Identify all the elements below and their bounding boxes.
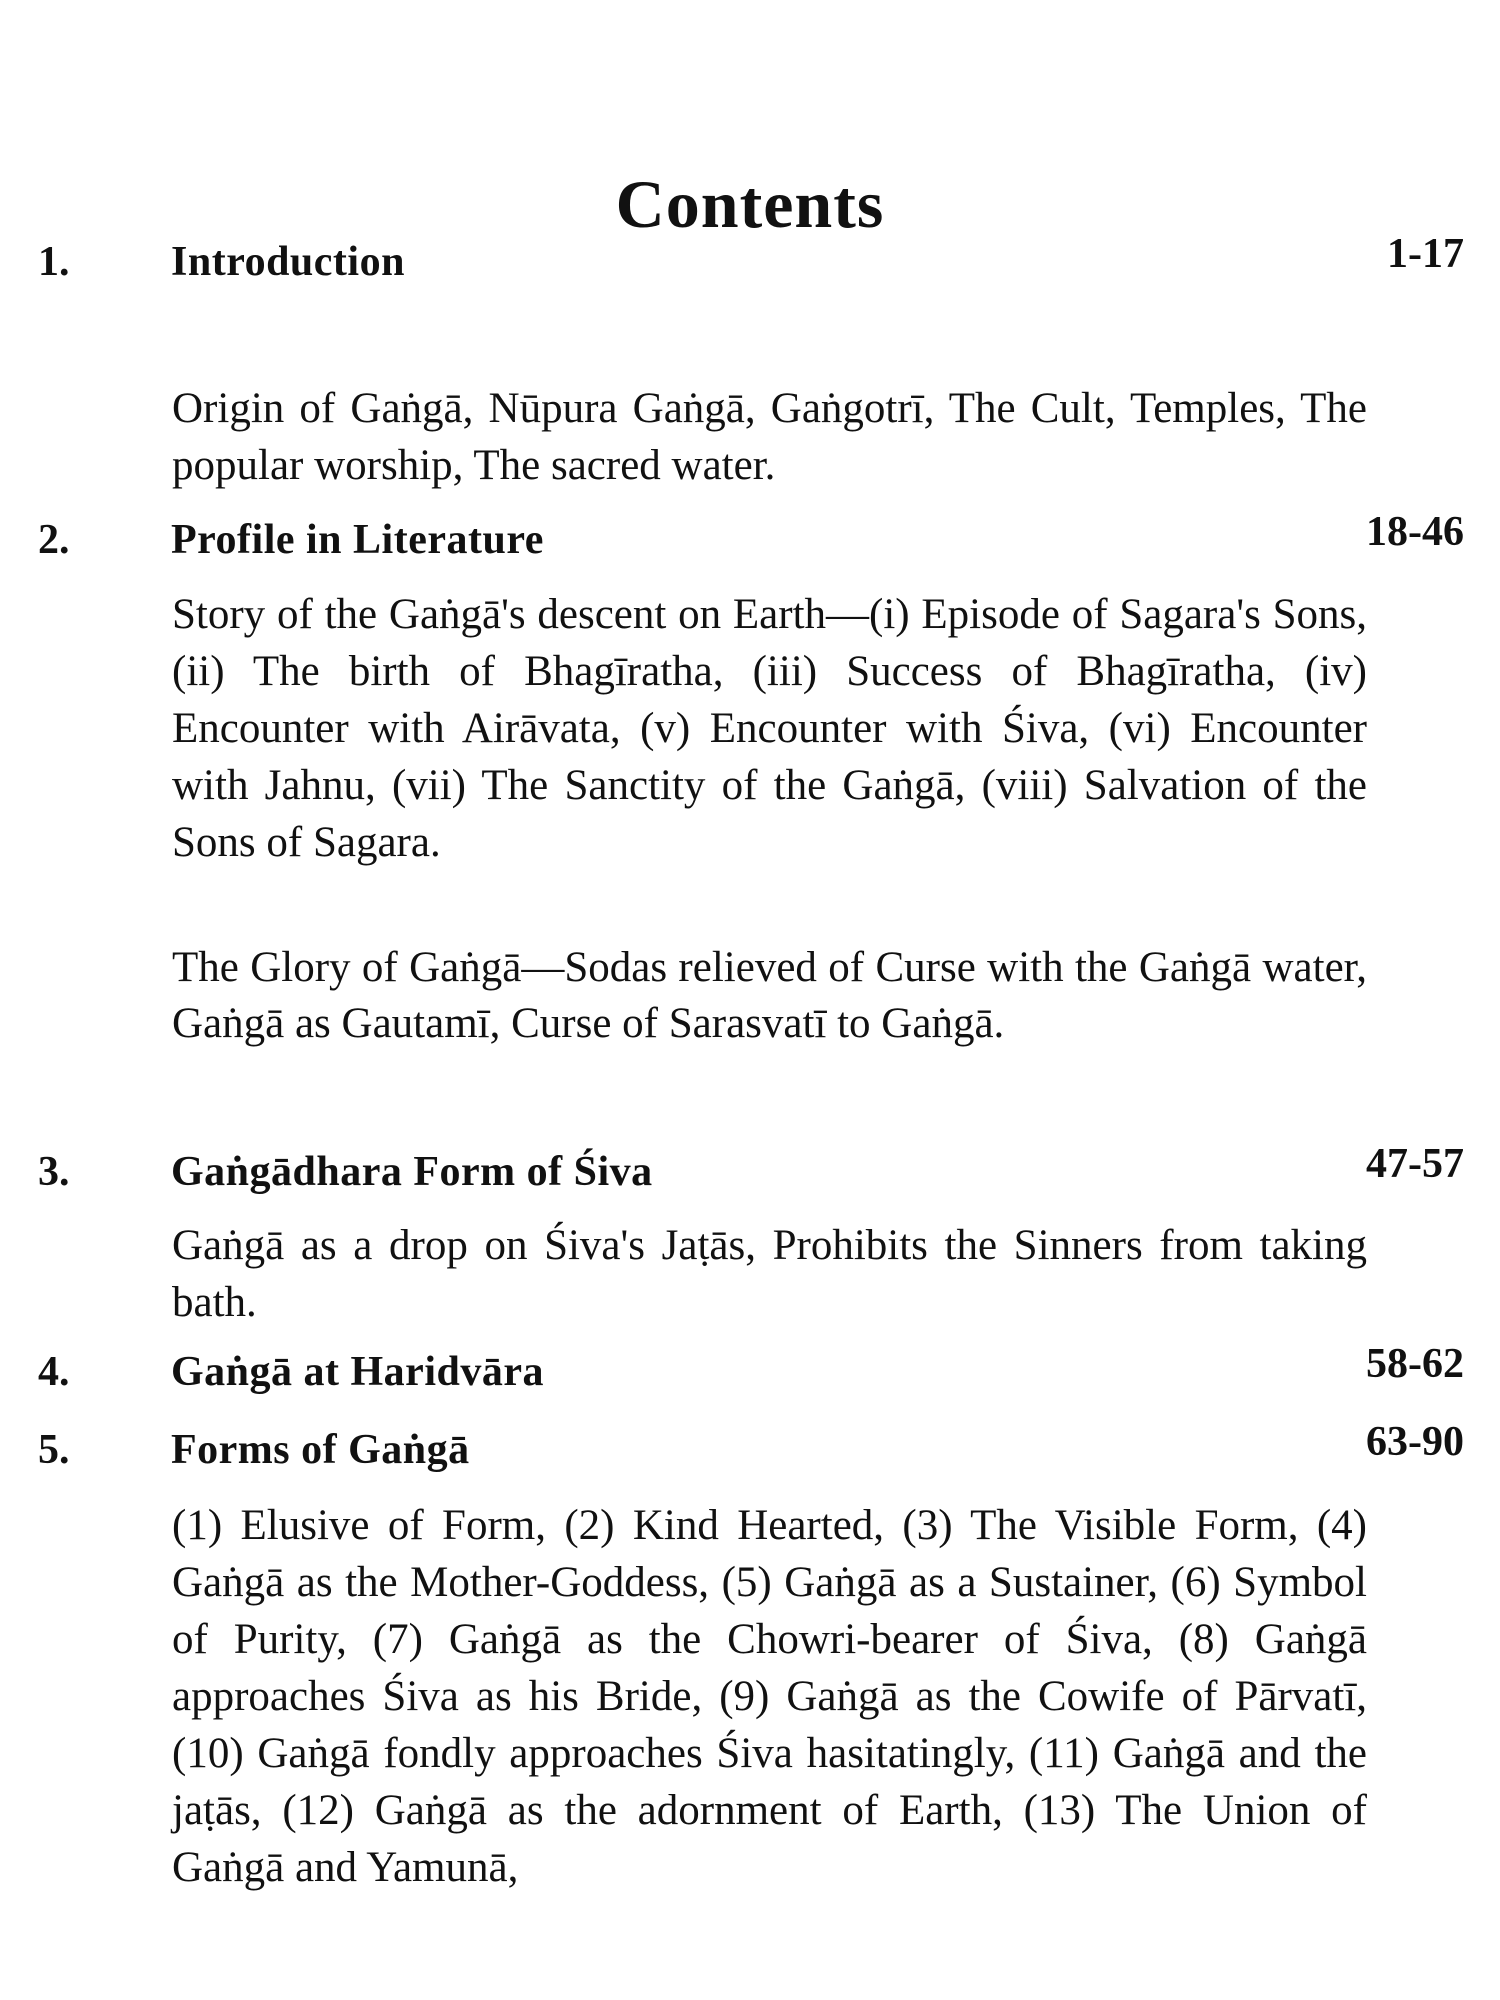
page-range: 63-90 bbox=[1366, 1419, 1464, 1465]
page-range: 1-17 bbox=[1387, 231, 1464, 277]
chapter-summary: Gaṅgā as a drop on Śiva's Jaṭās, Prohibits the Sinners from taking bath. bbox=[172, 1222, 1367, 1326]
toc-entry-3 bbox=[38, 1142, 1464, 1202]
chapter-title: Gaṅgā at Haridvāra bbox=[171, 1349, 544, 1395]
chapter-number: 4. bbox=[38, 1349, 70, 1395]
chapter-title: Introduction bbox=[171, 239, 405, 285]
chapter-title: Forms of Gaṅgā bbox=[171, 1427, 470, 1473]
contents-title: Contents bbox=[615, 166, 885, 242]
toc-entry-2 bbox=[38, 510, 1464, 570]
chapter-number: 3. bbox=[38, 1149, 70, 1195]
chapter-title: Profile in Literature bbox=[171, 517, 544, 563]
chapter-number: 2. bbox=[38, 517, 70, 563]
toc-entry-1 bbox=[38, 232, 1464, 292]
chapter-title: Gaṅgādhara Form of Śiva bbox=[171, 1149, 653, 1195]
toc-entry-5 bbox=[38, 1420, 1464, 1480]
chapter-number: 5. bbox=[38, 1427, 70, 1473]
page-range: 18-46 bbox=[1366, 509, 1464, 555]
chapter-summary: Origin of Gaṅgā, Nūpura Gaṅgā, Gaṅgotrī, The Cult, Temples, The popular worship, The sacred water. bbox=[172, 385, 1367, 489]
chapter-summary: (1) Elusive of Form, (2) Kind Hearted, (3) The Visible Form, (4) Gaṅgā as the Mother-Goddess, (5) Gaṅgā as a Sustainer, (6) Symbol of Purity, (7) Gaṅgā as the Chowri-bearer of Śiva, (8) Gaṅgā approaches Śiva as his Bride, (9) Gaṅgā as the Cowife of Pārvatī, (10) Gaṅgā fondly approaches Śiva hasitatingly, (11) Gaṅgā and the jaṭās, (12) Gaṅgā as the adornment of Earth, (13) The Union of Gaṅgā and Yamunā, bbox=[172, 1502, 1367, 1891]
toc-entry-4 bbox=[38, 1342, 1464, 1402]
chapter-summary: Story of the Gaṅgā's descent on Earth—(i) Episode of Sagara's Sons, (ii) The birth of Bhagīratha, (iii) Success of Bhagīratha, (iv) Encounter with Airāvata, (v) Encounter with Śiva, (vi) Encounter with Jahnu, (vii) The Sanctity of the Gaṅgā, (viii) Salvation of the Sons of Sagara. bbox=[172, 591, 1367, 866]
page-range: 47-57 bbox=[1366, 1141, 1464, 1187]
chapter-number: 1. bbox=[38, 239, 70, 285]
page-range: 58-62 bbox=[1366, 1341, 1464, 1387]
chapter-summary: The Glory of Gaṅgā—Sodas relieved of Curse with the Gaṅgā water, Gaṅgā as Gautamī, Curse of Sarasvatī to Gaṅgā. bbox=[172, 944, 1367, 1047]
